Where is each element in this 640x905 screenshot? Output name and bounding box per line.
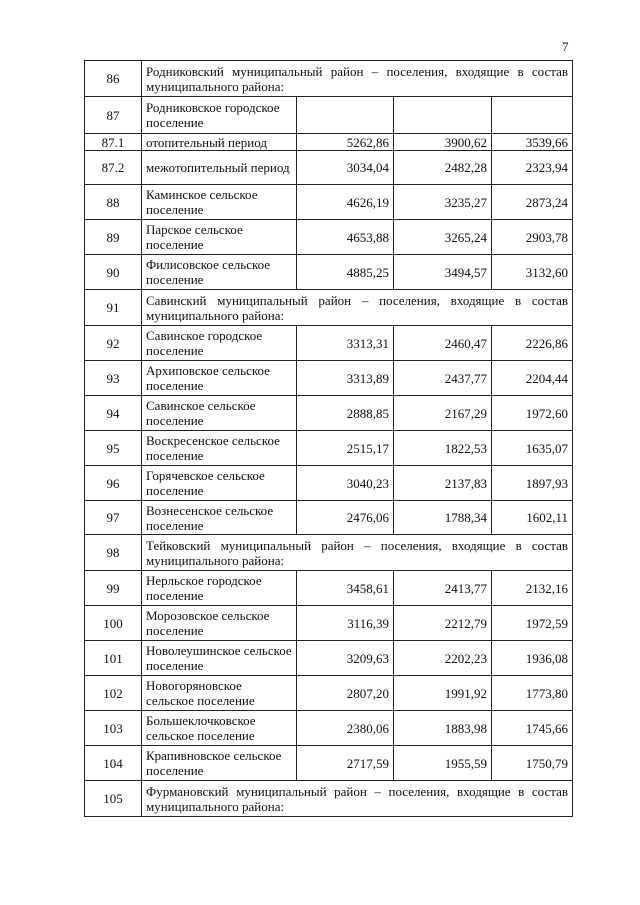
row-number: 100 bbox=[85, 606, 142, 641]
row-number: 92 bbox=[85, 326, 142, 361]
table-row bbox=[85, 606, 573, 641]
value-col-3: 1750,79 bbox=[492, 746, 573, 781]
value-col-1: 3458,61 bbox=[297, 571, 394, 606]
value-col-3 bbox=[492, 97, 573, 134]
settlement-name: Крапивновское сельское поселение bbox=[142, 746, 297, 781]
value-col-2: 3265,24 bbox=[394, 220, 492, 255]
row-number: 101 bbox=[85, 641, 142, 676]
settlement-name: Савинское городское поселение bbox=[142, 326, 297, 361]
table-row bbox=[85, 134, 573, 151]
row-number: 89 bbox=[85, 220, 142, 255]
table-row bbox=[85, 676, 573, 711]
row-number: 91 bbox=[85, 290, 142, 326]
value-col-2: 2482,28 bbox=[394, 151, 492, 185]
value-col-1: 2807,20 bbox=[297, 676, 394, 711]
value-col-2: 2413,77 bbox=[394, 571, 492, 606]
value-col-1: 2888,85 bbox=[297, 396, 394, 431]
value-col-2 bbox=[394, 97, 492, 134]
value-col-2: 2460,47 bbox=[394, 326, 492, 361]
settlement-name: Архиповское сельское поселение bbox=[142, 361, 297, 396]
table-row bbox=[85, 290, 573, 326]
value-col-1: 2515,17 bbox=[297, 431, 394, 466]
district-heading: Фурмановский муниципальный район – поселения, входящие в состав муниципального района: bbox=[142, 781, 573, 817]
value-col-3: 1897,93 bbox=[492, 466, 573, 501]
value-col-1: 2717,59 bbox=[297, 746, 394, 781]
settlement-name: Вознесенское сельское поселение bbox=[142, 501, 297, 535]
value-col-2: 2137,83 bbox=[394, 466, 492, 501]
value-col-1: 3116,39 bbox=[297, 606, 394, 641]
settlement-name: межотопительный период bbox=[142, 151, 297, 185]
value-col-1: 4653,88 bbox=[297, 220, 394, 255]
settlement-name: Филисовское сельское поселение bbox=[142, 255, 297, 290]
row-number: 93 bbox=[85, 361, 142, 396]
table-row bbox=[85, 220, 573, 255]
value-col-1: 3209,63 bbox=[297, 641, 394, 676]
settlement-name: Каминское сельское поселение bbox=[142, 185, 297, 220]
value-col-2: 2212,79 bbox=[394, 606, 492, 641]
row-number: 104 bbox=[85, 746, 142, 781]
value-col-1: 4885,25 bbox=[297, 255, 394, 290]
table-row bbox=[85, 97, 573, 134]
table-row bbox=[85, 466, 573, 501]
table-row bbox=[85, 535, 573, 571]
tariff-table-body bbox=[85, 61, 573, 817]
row-number: 88 bbox=[85, 185, 142, 220]
value-col-2: 2202,23 bbox=[394, 641, 492, 676]
table-row bbox=[85, 571, 573, 606]
district-heading: Савинский муниципальный район – поселения, входящие в состав муниципального района: bbox=[142, 290, 573, 326]
row-number: 102 bbox=[85, 676, 142, 711]
table-row bbox=[85, 746, 573, 781]
row-number: 99 bbox=[85, 571, 142, 606]
value-col-1: 4626,19 bbox=[297, 185, 394, 220]
tariff-table bbox=[84, 60, 573, 817]
value-col-3: 1972,59 bbox=[492, 606, 573, 641]
value-col-3: 3132,60 bbox=[492, 255, 573, 290]
row-number: 87.2 bbox=[85, 151, 142, 185]
settlement-name: Савинское сельское поселение bbox=[142, 396, 297, 431]
settlement-name: отопительный период bbox=[142, 134, 297, 151]
table-row bbox=[85, 61, 573, 97]
value-col-3: 1972,60 bbox=[492, 396, 573, 431]
value-col-3: 3539,66 bbox=[492, 134, 573, 151]
settlement-name: Нерльское городское поселение bbox=[142, 571, 297, 606]
table-row bbox=[85, 781, 573, 817]
settlement-name: Родниковское городское поселение bbox=[142, 97, 297, 134]
value-col-1: 3313,31 bbox=[297, 326, 394, 361]
value-col-1: 3040,23 bbox=[297, 466, 394, 501]
row-number: 94 bbox=[85, 396, 142, 431]
row-number: 96 bbox=[85, 466, 142, 501]
row-number: 95 bbox=[85, 431, 142, 466]
settlement-name: Новогоряновское сельское поселение bbox=[142, 676, 297, 711]
value-col-1 bbox=[297, 97, 394, 134]
value-col-1: 2380,06 bbox=[297, 711, 394, 746]
value-col-2: 1883,98 bbox=[394, 711, 492, 746]
settlement-name: Парское сельское поселение bbox=[142, 220, 297, 255]
row-number: 86 bbox=[85, 61, 142, 97]
row-number: 87.1 bbox=[85, 134, 142, 151]
value-col-1: 3313,89 bbox=[297, 361, 394, 396]
value-col-1: 2476,06 bbox=[297, 501, 394, 535]
value-col-1: 5262,86 bbox=[297, 134, 394, 151]
table-row bbox=[85, 501, 573, 535]
value-col-3: 1635,07 bbox=[492, 431, 573, 466]
table-row bbox=[85, 151, 573, 185]
value-col-2: 2167,29 bbox=[394, 396, 492, 431]
settlement-name: Горячевское сельское поселение bbox=[142, 466, 297, 501]
settlement-name: Воскресенское сельское поселение bbox=[142, 431, 297, 466]
table-row bbox=[85, 396, 573, 431]
value-col-3: 2132,16 bbox=[492, 571, 573, 606]
table-row bbox=[85, 326, 573, 361]
settlement-name: Новолеушинское сельское поселение bbox=[142, 641, 297, 676]
value-col-1: 3034,04 bbox=[297, 151, 394, 185]
value-col-2: 1991,92 bbox=[394, 676, 492, 711]
table-row bbox=[85, 361, 573, 396]
value-col-3: 1773,80 bbox=[492, 676, 573, 711]
value-col-3: 2226,86 bbox=[492, 326, 573, 361]
row-number: 87 bbox=[85, 97, 142, 134]
row-number: 90 bbox=[85, 255, 142, 290]
value-col-2: 1955,59 bbox=[394, 746, 492, 781]
value-col-3: 1745,66 bbox=[492, 711, 573, 746]
table-row bbox=[85, 185, 573, 220]
value-col-2: 3494,57 bbox=[394, 255, 492, 290]
value-col-2: 3235,27 bbox=[394, 185, 492, 220]
value-col-2: 1822,53 bbox=[394, 431, 492, 466]
settlement-name: Большеклочковское сельское поселение bbox=[142, 711, 297, 746]
value-col-2: 3900,62 bbox=[394, 134, 492, 151]
value-col-3: 2204,44 bbox=[492, 361, 573, 396]
row-number: 97 bbox=[85, 501, 142, 535]
table-row bbox=[85, 255, 573, 290]
value-col-2: 2437,77 bbox=[394, 361, 492, 396]
row-number: 105 bbox=[85, 781, 142, 817]
district-heading: Родниковский муниципальный район – поселения, входящие в состав муниципального района: bbox=[142, 61, 573, 97]
table-row bbox=[85, 711, 573, 746]
value-col-3: 2903,78 bbox=[492, 220, 573, 255]
district-heading: Тейковский муниципальный район – поселения, входящие в состав муниципального района: bbox=[142, 535, 573, 571]
table-row bbox=[85, 431, 573, 466]
settlement-name: Морозовское сельское поселение bbox=[142, 606, 297, 641]
value-col-3: 2873,24 bbox=[492, 185, 573, 220]
page-number: 7 bbox=[562, 39, 569, 54]
value-col-3: 1602,11 bbox=[492, 501, 573, 535]
row-number: 103 bbox=[85, 711, 142, 746]
row-number: 98 bbox=[85, 535, 142, 571]
value-col-3: 1936,08 bbox=[492, 641, 573, 676]
value-col-3: 2323,94 bbox=[492, 151, 573, 185]
table-row bbox=[85, 641, 573, 676]
value-col-2: 1788,34 bbox=[394, 501, 492, 535]
